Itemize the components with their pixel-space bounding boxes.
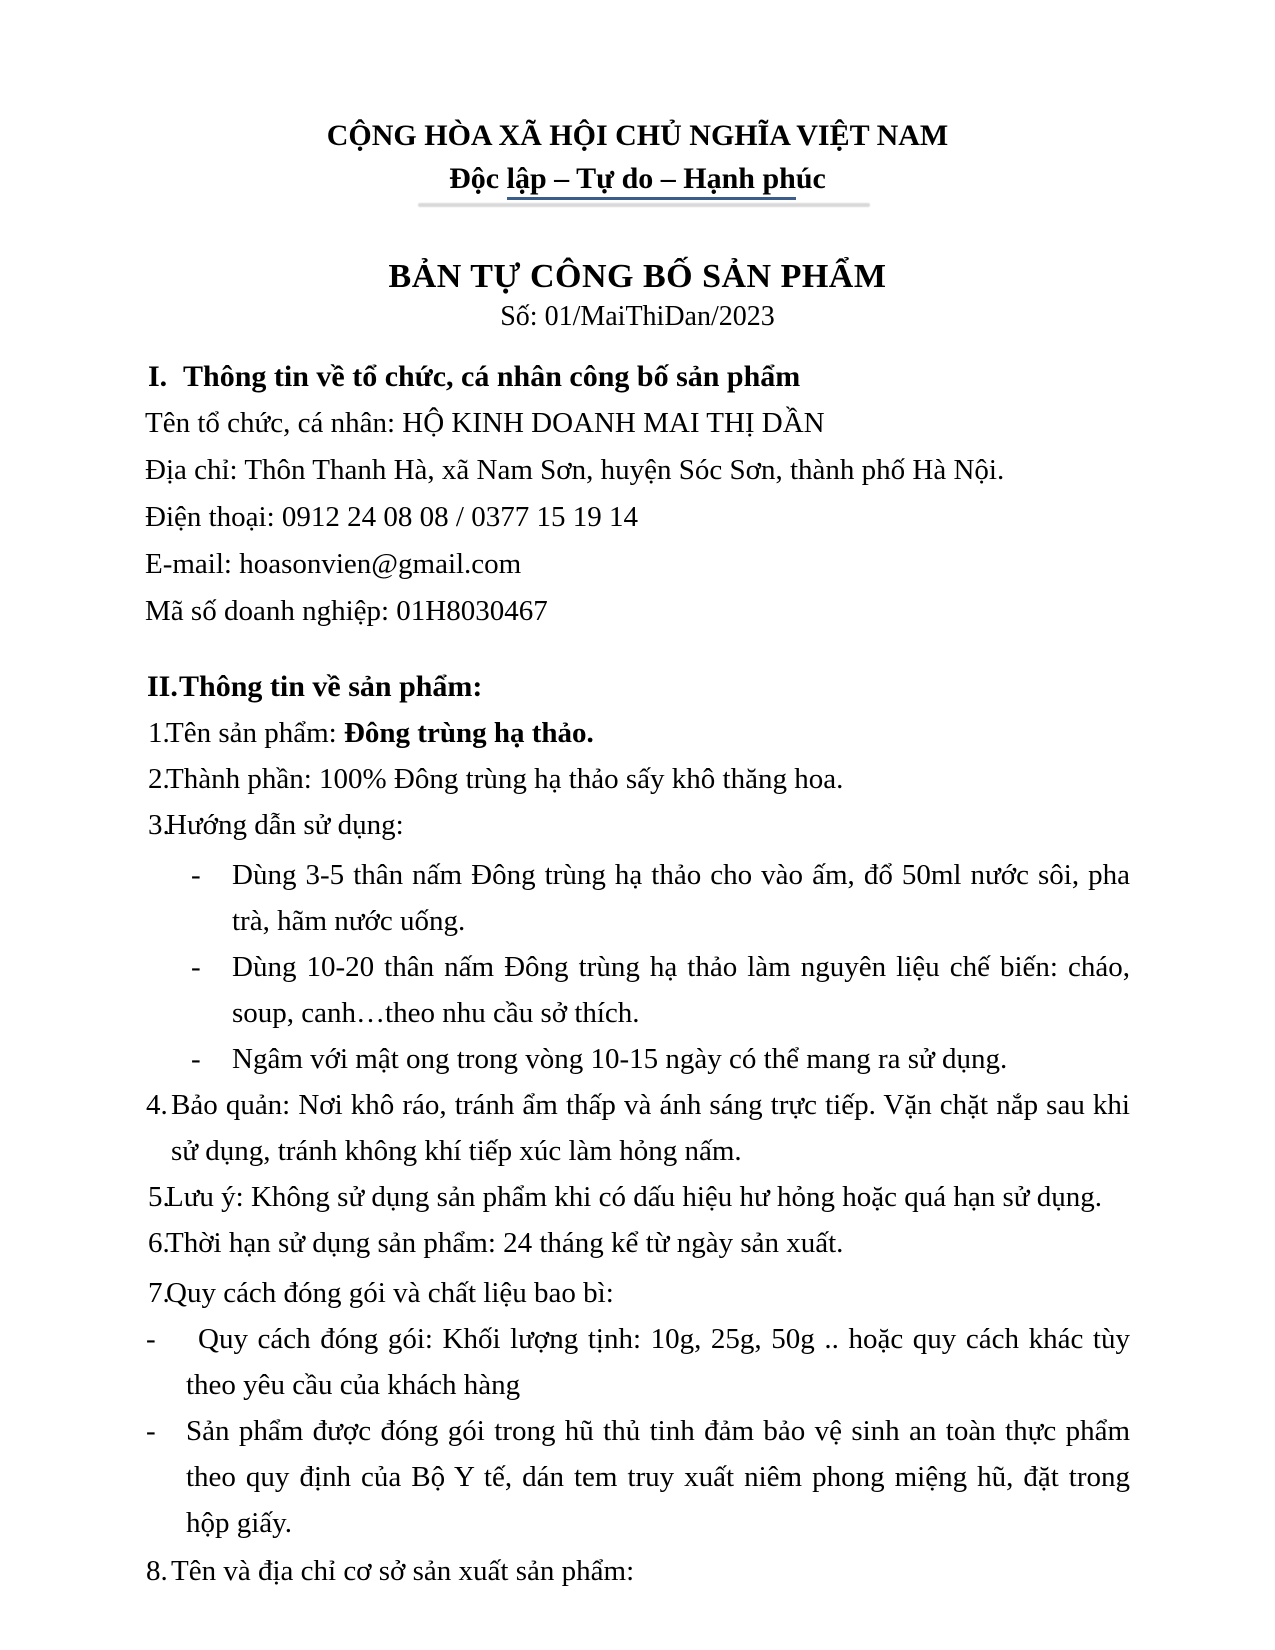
item-2-marker: 2. — [148, 763, 170, 795]
item-3-marker: 3. — [148, 809, 170, 841]
section-2-heading-text: Thông tin về sản phẩm: — [179, 670, 483, 703]
business-id-line: Mã số doanh nghiệp: 01H8030467 — [145, 595, 548, 627]
document-title: BẢN TỰ CÔNG BỐ SẢN PHẨM — [388, 258, 887, 295]
email-line: E-mail: hoasonvien@gmail.com — [145, 548, 522, 580]
item-7-marker: 7. — [148, 1277, 170, 1309]
motto-underlined: lập – Tự do – Hạnh ph — [507, 162, 796, 200]
sub-bullet-usage-1 — [145, 852, 1130, 944]
section-1-marker: I. — [148, 360, 168, 393]
org-name-line: Tên tổ chức, cá nhân: HỘ KINH DOANH MAI THỊ DẦN — [145, 407, 825, 439]
document-number: Số: 01/MaiThiDan/2023 — [500, 301, 775, 332]
item-6-marker: 6. — [148, 1227, 170, 1259]
sub-bullet-usage-3 — [145, 1036, 1130, 1082]
phone-line: Điện thoại: 0912 24 08 08 / 0377 15 19 14 — [145, 501, 638, 533]
section-1-heading — [145, 354, 1130, 400]
dash-bullet: - — [191, 1043, 201, 1075]
item-8-text: Tên và địa chỉ cơ sở sản xuất sản phẩm: — [171, 1555, 635, 1587]
sub-bullet-usage-1-text: Dùng 3-5 thân nấm Đông trùng hạ thảo cho vào ấm, đổ 50ml nước sôi, pha trà, hãm nước uống. — [232, 859, 1130, 937]
outer-bullet-packaging-1-text: Quy cách đóng gói: Khối lượng tịnh: 10g, 25g, 50g .. hoặc quy cách khác tùy theo yêu cầu của khách hàng — [186, 1323, 1130, 1401]
motto-prefix: Độc — [449, 162, 507, 195]
item-3-text: Hướng dẫn sử dụng: — [166, 809, 404, 841]
item-8-marker: 8. — [146, 1555, 168, 1587]
outer-bullet-packaging-2-text: Sản phẩm được đóng gói trong hũ thủ tinh đảm bảo vệ sinh an toàn thực phẩm theo quy định của Bộ Y tế, dán tem truy xuất niêm phong miệng hũ, đặt trong hộp giấy. — [186, 1415, 1130, 1539]
item-4-marker: 4. — [146, 1089, 168, 1121]
item-2-text: Thành phần: 100% Đông trùng hạ thảo sấy khô thăng hoa. — [166, 763, 844, 795]
motto-line — [145, 157, 1130, 200]
sub-bullet-usage-3-text: Ngâm với mật ong trong vòng 10-15 ngày có thể mang ra sử dụng. — [232, 1043, 1008, 1075]
item-4-text: Bảo quản: Nơi khô ráo, tránh ẩm thấp và ánh sáng trực tiếp. Vặn chặt nắp sau khi sử dụng, tránh không khí tiếp xúc làm hỏng nấm. — [171, 1089, 1130, 1167]
outer-bullet-packaging-2 — [145, 1408, 1130, 1546]
national-title: CỘNG HÒA XÃ HỘI CHỦ NGHĨA VIỆT NAM — [326, 119, 949, 152]
motto-suffix: úc — [795, 162, 826, 195]
list-item-usage — [145, 802, 1130, 848]
list-item-product-name — [145, 710, 1130, 756]
document-content — [145, 0, 1130, 1594]
dash-bullet: - — [146, 1323, 156, 1355]
list-item-manufacturer — [145, 1548, 1130, 1594]
item-1-marker: 1. — [148, 717, 170, 749]
section-1-heading-text: Thông tin về tổ chức, cá nhân công bố sản phẩm — [183, 360, 801, 393]
item-5-marker: 5. — [148, 1181, 170, 1213]
outer-bullet-packaging-1 — [145, 1316, 1130, 1408]
list-item-ingredients — [145, 756, 1130, 802]
dash-bullet: - — [191, 951, 201, 983]
section-2-marker: II. — [147, 670, 178, 703]
scan-artifact-line — [418, 203, 870, 207]
list-item-storage — [145, 1082, 1130, 1174]
address-line: Địa chỉ: Thôn Thanh Hà, xã Nam Sơn, huyện Sóc Sơn, thành phố Hà Nội. — [145, 454, 1005, 486]
list-item-note — [145, 1174, 1130, 1220]
sub-bullet-usage-2 — [145, 944, 1130, 1036]
item-1-value: Đông trùng hạ thảo. — [343, 717, 594, 749]
list-item-packaging — [145, 1270, 1130, 1316]
sub-bullet-usage-2-text: Dùng 10-20 thân nấm Đông trùng hạ thảo làm nguyên liệu chế biến: cháo, soup, canh…theo nhu cầu sở thích. — [232, 951, 1130, 1029]
dash-bullet: - — [146, 1415, 156, 1447]
list-item-shelf-life — [145, 1220, 1130, 1266]
item-5-text: Lưu ý: Không sử dụng sản phẩm khi có dấu hiệu hư hỏng hoặc quá hạn sử dụng. — [166, 1181, 1102, 1213]
item-7-text: Quy cách đóng gói và chất liệu bao bì: — [166, 1277, 614, 1309]
item-1-label: Tên sản phẩm: — [166, 717, 344, 749]
section-2-heading — [145, 664, 1130, 710]
dash-bullet: - — [191, 859, 201, 891]
item-6-text: Thời hạn sử dụng sản phẩm: 24 tháng kể từ ngày sản xuất. — [166, 1227, 844, 1259]
